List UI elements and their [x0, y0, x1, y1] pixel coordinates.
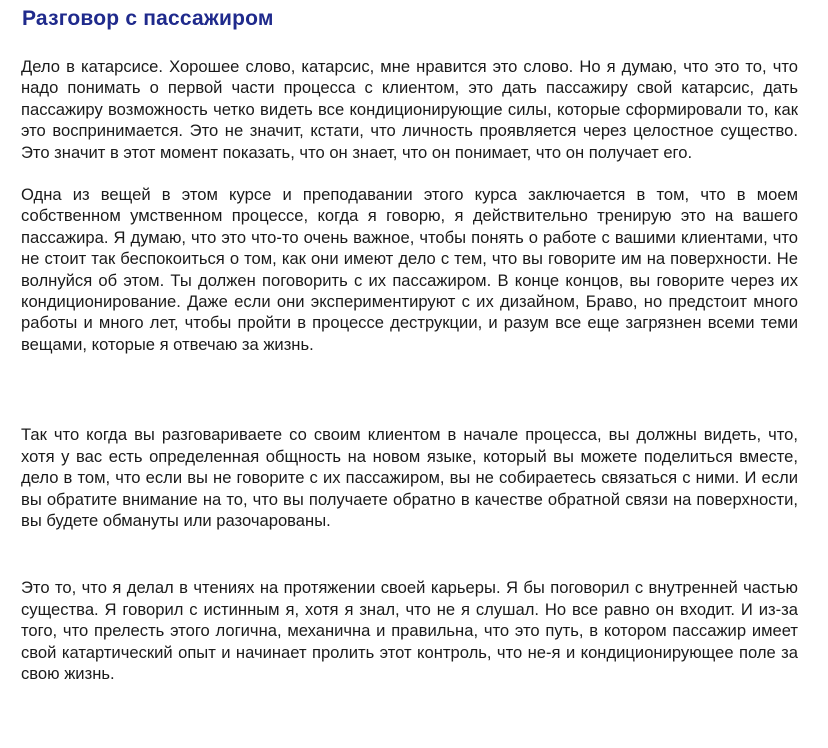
paragraph-3: Так что когда вы разговариваете со своим клиентом в начале процесса, вы должны видеть, что, хотя у вас есть определенная общность на новом языке, который вы можете поделиться вместе, дело в том, что если вы не говорите с их пассажиром, вы не собираетесь связаться с ними. И если вы обратите внимание на то, что вы получаете обратно в качестве обратной связи на поверхности, вы будете обмануты или разочарованы. [21, 425, 798, 530]
paragraph-2: Одна из вещей в этом курсе и преподавании этого курса заключается в том, что в моем собственном умственном процессе, когда я говорю, я действительно тренирую это на вашего пассажира. Я думаю, что это что-то очень важное, чтобы понять о работе с вашими клиентами, что не стоит так беспокоиться о том, как они имеют дело с тем, что вы говорите им на поверхности. Не волнуйся об этом. Ты должен поговорить с их пассажиром. В конце концов, вы говорите через их кондиционирование. Даже если они экспериментируют с их дизайном, Браво, но предстоит много работы и много лет, чтобы пройти в процессе деструкции, и разум все еще загрязнен всеми теми вещами, которые я отвечаю за жизнь. [21, 185, 798, 354]
paragraph-1: Дело в катарсисе. Хорошее слово, катарсис, мне нравится это слово. Но я думаю, что это то, что надо понимать о первой части процесса с клиентом, это дать пассажиру свой катарсис, дать пассажиру возможность четко видеть все кондиционирующие силы, которые сформировали то, как это воспринимается. Это не значит, кстати, что личность проявляется через целостное существо. Это значит в этот момент показать, что он знает, что он понимает, что он получает его. [21, 57, 798, 162]
paragraph-4: Это то, что я делал в чтениях на протяжении своей карьеры. Я бы поговорил с внутренней частью существа. Я говорил с истинным я, хотя я знал, что не я слушал. Но все равно он входит. И из-за того, что прелесть этого логична, механична и правильна, что это путь, в котором пассажир имеет свой катартический опыт и начинает пролить этот контроль, что не-я и кондиционирующее поле за свою жизнь. [21, 578, 798, 683]
page-title: Разговор с пассажиром [22, 7, 274, 30]
